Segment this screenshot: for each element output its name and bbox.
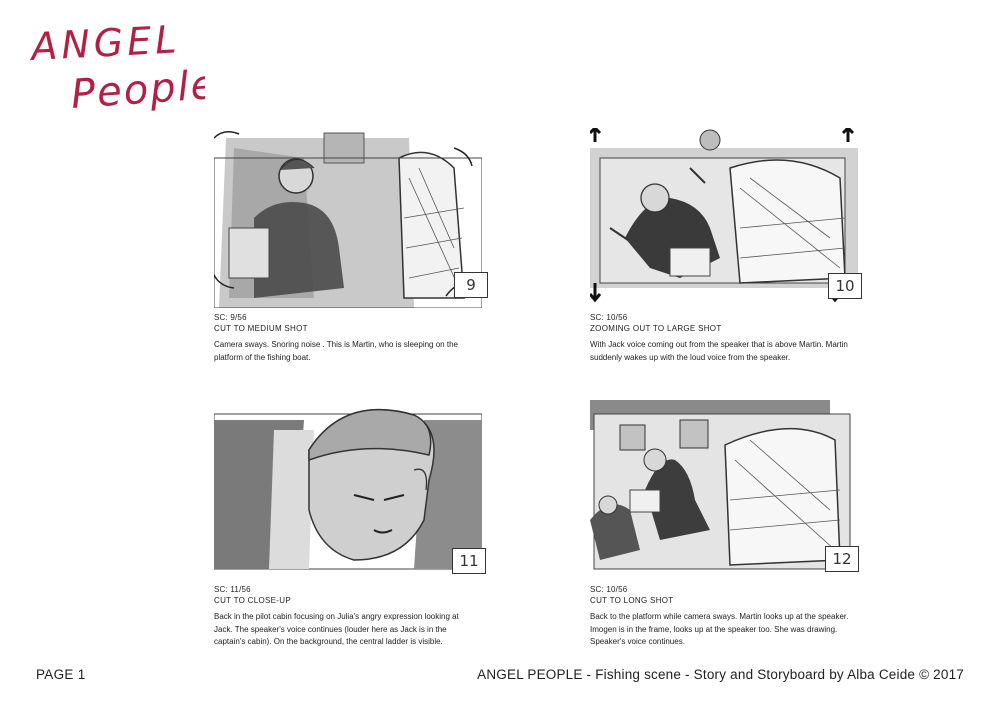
- storyboard-panel-12: [590, 400, 858, 649]
- panel-description: Back to the platform while camera sways. Martin looks up at the speaker. Imogen is in the frame, looks up at the speaker too. She was drawing. Speaker's voice continues.: [590, 612, 849, 646]
- panel-12-frame: [590, 400, 858, 580]
- panel-description: Camera sways. Snoring noise . This is Martin, who is sleeping on the platform of the fishing boat.: [214, 340, 458, 362]
- storyboard-panel-10: [590, 128, 858, 364]
- panel-number: 12: [825, 546, 859, 572]
- panel-10-sketch: [590, 128, 858, 308]
- panel-number: 10: [828, 273, 862, 299]
- panel-number: 11: [452, 548, 486, 574]
- shot-type: ZOOMING OUT TO LARGE SHOT: [590, 324, 722, 333]
- page-number: PAGE 1: [36, 667, 86, 682]
- scene-label: SC: 9/56: [214, 313, 247, 322]
- storyboard-panel-11: [214, 400, 482, 649]
- panel-description: With Jack voice coming out from the speaker that is above Martin. Martin suddenly wakes up with the loud voice from the speaker.: [590, 340, 848, 362]
- logo-line1: ANGEL: [30, 20, 182, 69]
- shot-type: CUT TO CLOSE-UP: [214, 596, 291, 605]
- panel-9-frame: [214, 128, 482, 308]
- logo-graphic: [30, 20, 205, 120]
- logo-line2: People: [69, 61, 205, 118]
- panel-11-frame: [214, 400, 482, 580]
- panel-10-frame: [590, 128, 858, 308]
- shot-type: CUT TO LONG SHOT: [590, 596, 674, 605]
- scene-label: SC: 11/56: [214, 585, 251, 594]
- scene-label: SC: 10/56: [590, 313, 628, 322]
- panel-12-sketch: [590, 400, 858, 580]
- panel-11-sketch: [214, 400, 482, 580]
- panel-description: Back in the pilot cabin focusing on Julia's angry expression looking at Jack. The speaker's voice continues (louder here as Jack is in the captain's cabin). On the background, the central ladder is visible.: [214, 612, 459, 646]
- shot-type: CUT TO MEDIUM SHOT: [214, 324, 308, 333]
- scene-label: SC: 10/56: [590, 585, 628, 594]
- storyboard-panel-9: [214, 128, 482, 364]
- panel-number: 9: [454, 272, 488, 298]
- footer-credit: ANGEL PEOPLE - Fishing scene - Story and Storyboard by Alba Ceide © 2017: [477, 667, 964, 682]
- panel-9-sketch: [214, 128, 482, 308]
- angel-people-logo: [30, 20, 205, 120]
